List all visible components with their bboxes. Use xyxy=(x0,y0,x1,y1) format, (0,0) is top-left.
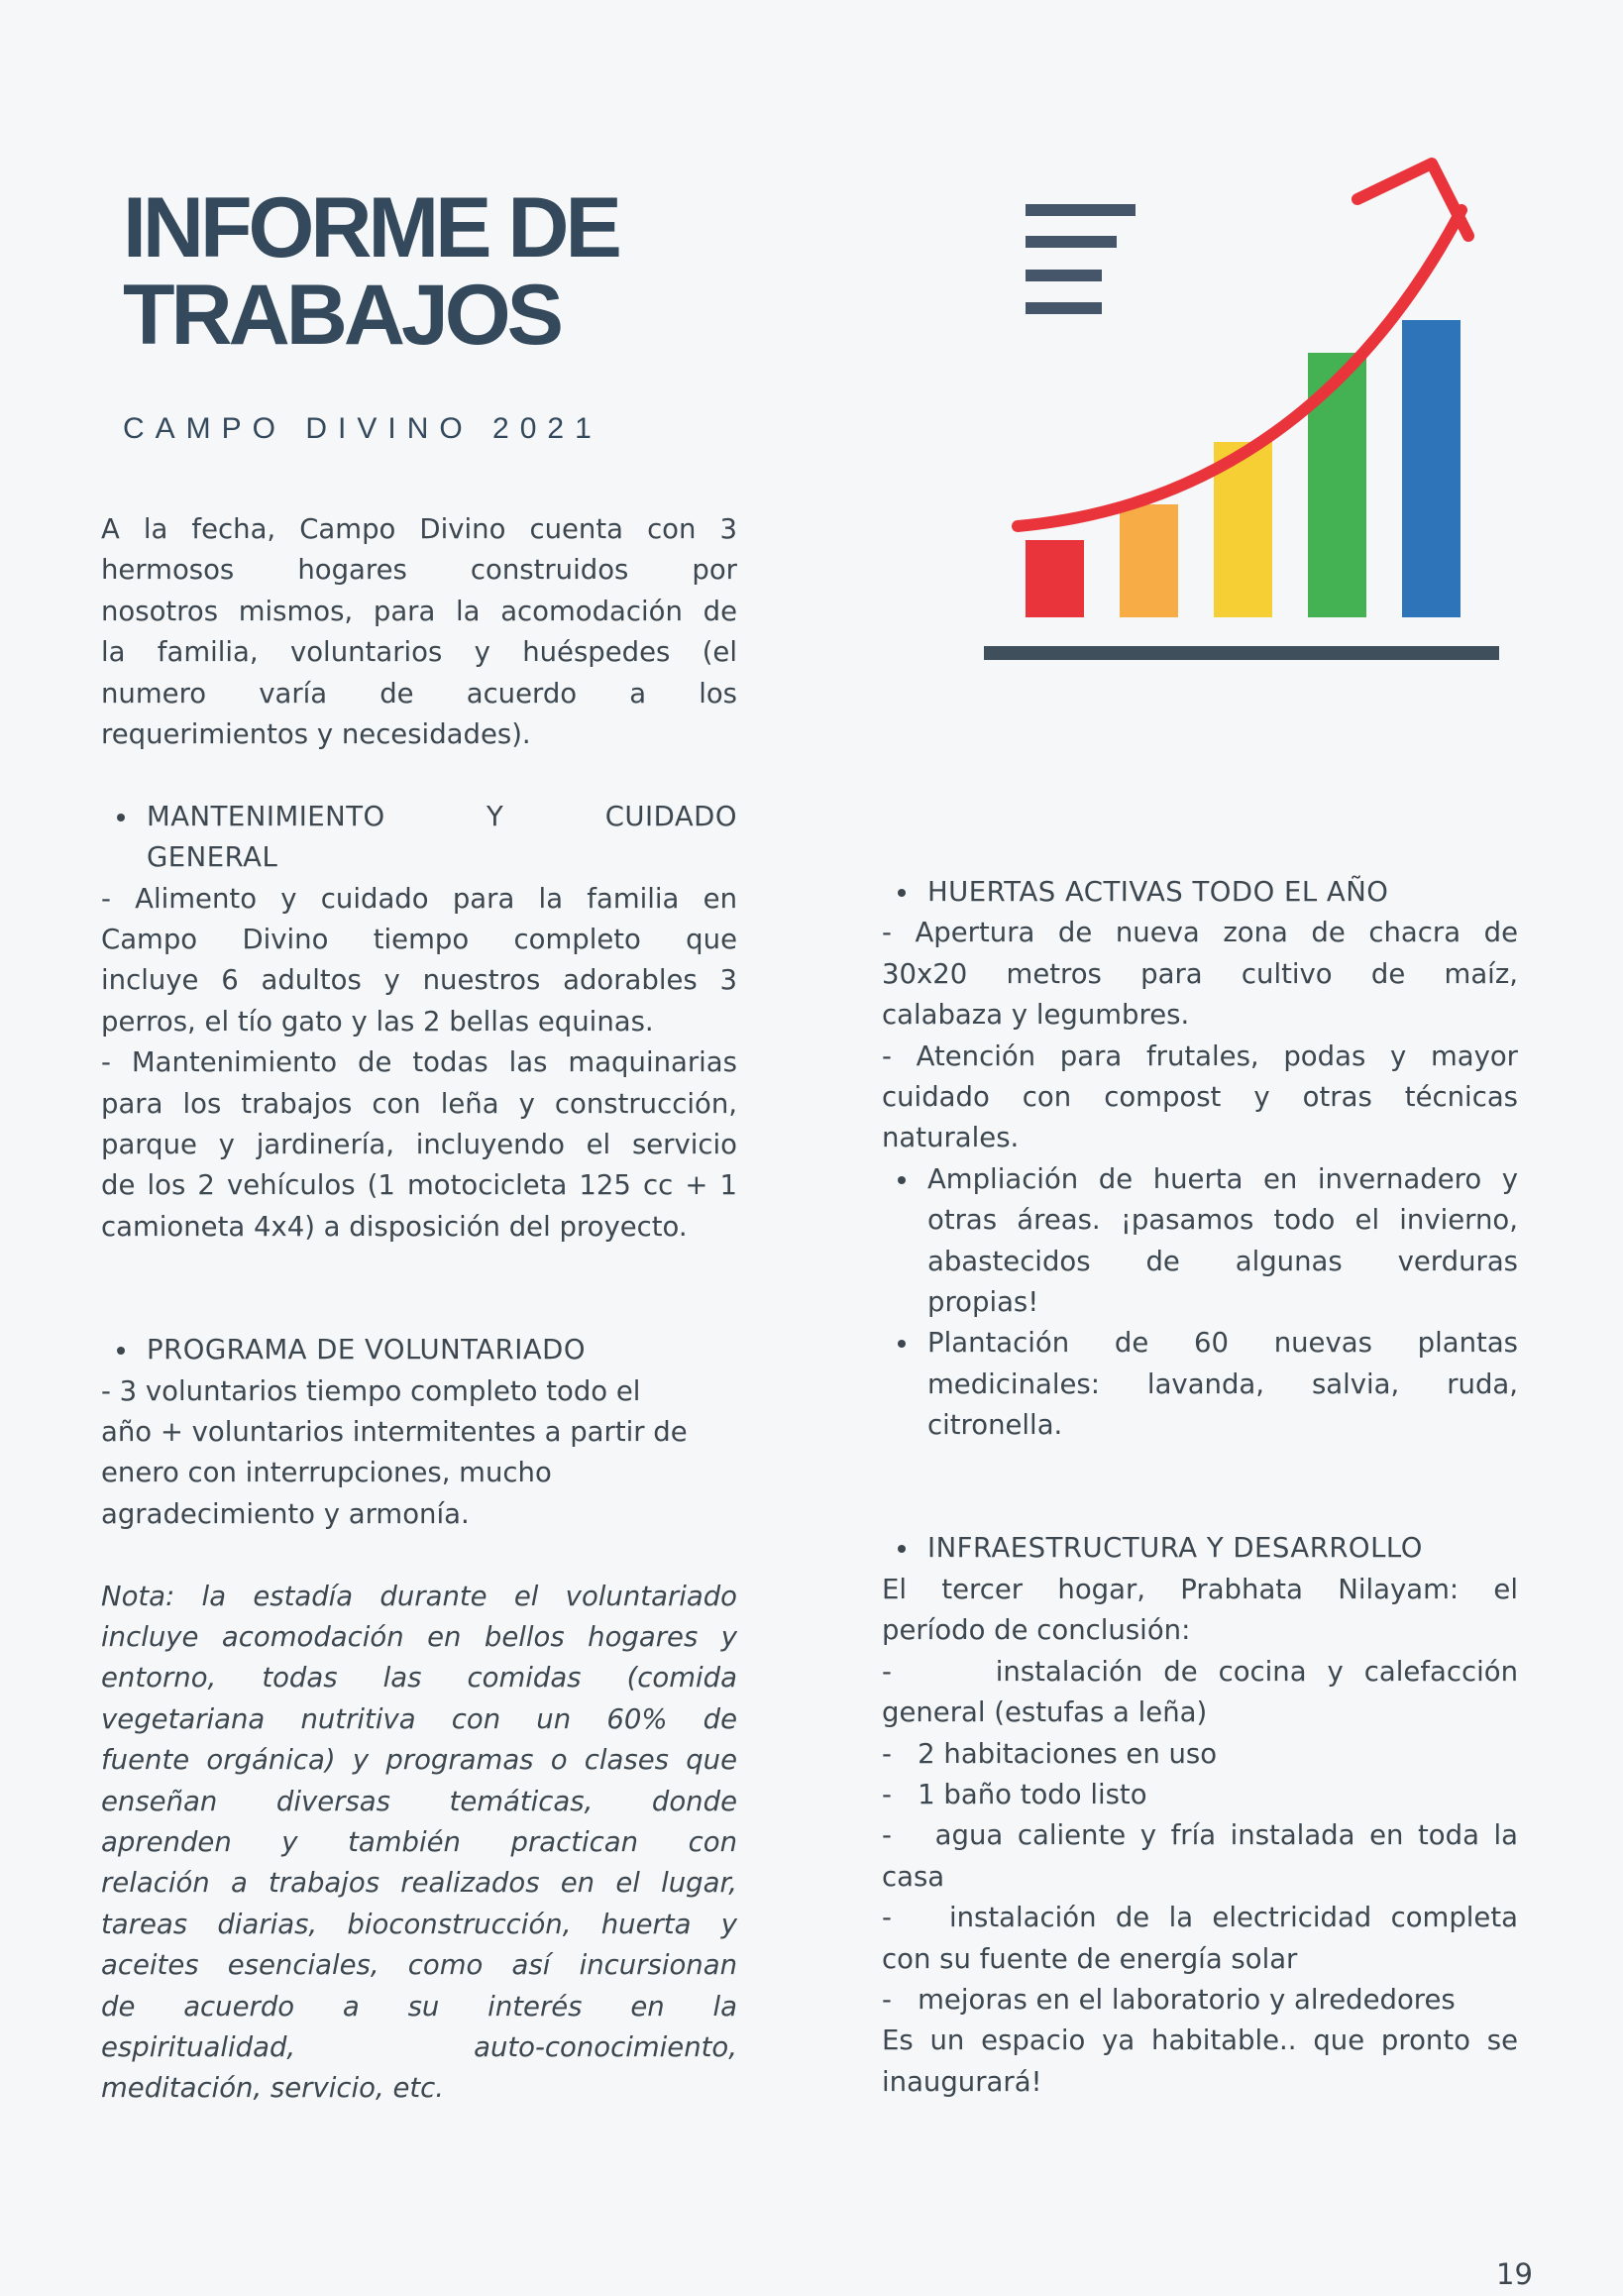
text-line: Es un espacio ya habitable.. que pronto se xyxy=(882,2024,1518,2057)
text-line: enseñan diversas temáticas, donde xyxy=(101,1785,737,1817)
text-line: hermosos hogares construidos por xyxy=(101,554,737,587)
text-line: casa xyxy=(882,1860,945,1893)
right-column xyxy=(882,872,1518,2103)
title-line-2: TRABAJOS xyxy=(123,268,561,363)
maintenance-heading xyxy=(101,797,737,837)
text-line: parque y jardinería, incluyendo el servicio xyxy=(101,1129,737,1161)
chart-baseline xyxy=(984,646,1499,660)
text-line: naturales. xyxy=(882,1122,1020,1154)
text-line: - Apertura de nueva zona de chacra de xyxy=(882,917,1518,949)
illustration-bar xyxy=(1120,504,1178,617)
text-line: Campo Divino tiempo completo que xyxy=(101,924,737,956)
text-line: enero con interrupciones, mucho xyxy=(101,1457,552,1489)
text-line: Nota: la estadía durante el voluntariado xyxy=(101,1580,737,1612)
illustration-bar xyxy=(1026,540,1084,617)
volunteer-paragraph xyxy=(101,1371,737,1536)
plants-bullet xyxy=(882,1323,1518,1446)
text-line: incluye acomodación en bellos hogares y xyxy=(101,1620,737,1653)
text-line: aceites esenciales, como así incursionan xyxy=(101,1949,737,1982)
text-line: Plantación de 60 nuevas plantas xyxy=(927,1327,1518,1360)
text-line: - mejoras en el laboratorio y alrededores xyxy=(882,1983,1456,2016)
volunteer-heading xyxy=(101,1330,737,1370)
text-line: - agua caliente y fría instalada en toda la xyxy=(882,1819,1518,1852)
greenhouse-bullet xyxy=(882,1159,1518,1324)
text-line: - Alimento y cuidado para la familia en xyxy=(101,882,737,915)
gardens-heading xyxy=(882,872,1518,913)
infra-paragraph xyxy=(882,1570,1518,2103)
bullet-icon xyxy=(101,797,147,837)
illustration-bar xyxy=(1402,320,1461,617)
intro-paragraph xyxy=(101,509,737,755)
heading-line: PROGRAMA DE VOLUNTARIADO xyxy=(147,1334,586,1367)
text-line: meditación, servicio, etc. xyxy=(101,2072,445,2105)
growth-chart-icon xyxy=(976,149,1511,674)
text-line: la familia, voluntarios y huéspedes (el xyxy=(101,636,737,669)
text-line: camioneta 4x4) a disposición del proyecto. xyxy=(101,1210,688,1243)
text-line: relación a trabajos realizados en el lugar, xyxy=(101,1867,737,1900)
text-line: requerimientos y necesidades). xyxy=(101,718,531,751)
infra-heading xyxy=(882,1528,1518,1569)
text-line: 30x20 metros para cultivo de maíz, xyxy=(882,957,1518,990)
title-line-1: INFORME DE xyxy=(123,180,618,275)
text-line: El tercer hogar, Prabhata Nilayam: el xyxy=(882,1573,1518,1605)
text-line: - Atención para frutales, podas y mayor xyxy=(882,1039,1518,1072)
text-line: medicinales: lavanda, salvia, ruda, xyxy=(927,1367,1518,1400)
text-line: calabaza y legumbres. xyxy=(882,999,1190,1032)
text-line: de acuerdo a su interés en la xyxy=(101,1990,737,2023)
heading-line: INFRAESTRUCTURA Y DESARROLLO xyxy=(927,1532,1423,1565)
text-line: numero varía de acuerdo a los xyxy=(101,677,737,710)
text-line: para los trabajos con leña y construcción, xyxy=(101,1087,737,1120)
text-line: aprenden y también practican con xyxy=(101,1825,737,1858)
text-line: - instalación de la electricidad completa xyxy=(882,1902,1518,1934)
text-line: entorno, todas las comidas (comida xyxy=(101,1662,737,1695)
bullet-icon xyxy=(101,1330,147,1370)
text-line: - instalación de cocina y calefacción xyxy=(882,1655,1518,1688)
text-line: tareas diarias, bioconstrucción, huerta y xyxy=(101,1908,737,1940)
text-line: con su fuente de energía solar xyxy=(882,1942,1298,1975)
maintenance-paragraph xyxy=(101,879,737,1249)
page-title xyxy=(123,180,678,363)
text-line: cuidado con compost y otras técnicas xyxy=(882,1081,1518,1114)
text-line: propias! xyxy=(927,1286,1039,1319)
text-line: vegetariana nutritiva con un 60% de xyxy=(101,1702,737,1735)
text-line: nosotros mismos, para la acomodación de xyxy=(101,595,737,627)
text-line: - Mantenimiento de todas las maquinarias xyxy=(101,1046,737,1079)
text-line: otras áreas. ¡pasamos todo el invierno, xyxy=(927,1204,1518,1237)
text-line: inaugurará! xyxy=(882,2065,1042,2098)
text-line: - 1 baño todo listo xyxy=(882,1778,1147,1810)
text-line: período de conclusión: xyxy=(882,1614,1191,1647)
text-line: año + voluntarios intermitentes a partir de xyxy=(101,1415,688,1448)
text-line: abastecidos de algunas verduras xyxy=(927,1245,1518,1277)
bullet-icon xyxy=(882,1323,927,1446)
text-line: citronella. xyxy=(927,1409,1063,1442)
text-line: general (estufas a leña) xyxy=(882,1696,1208,1729)
note-paragraph xyxy=(101,1577,737,2110)
text-line: incluye 6 adultos y nuestros adorables 3 xyxy=(101,964,737,997)
text-line: espiritualidad, auto-conocimiento, xyxy=(101,2030,737,2063)
heading-line: MANTENIMIENTO Y CUIDADO xyxy=(147,800,737,832)
text-line: de los 2 vehículos (1 motocicleta 125 cc + 1 xyxy=(101,1169,737,1202)
text-line: - 2 habitaciones en uso xyxy=(882,1737,1218,1770)
heading-line: HUERTAS ACTIVAS TODO EL AÑO xyxy=(927,876,1389,908)
text-line: perros, el tío gato y las 2 bellas equinas. xyxy=(101,1005,654,1038)
gardens-paragraph xyxy=(882,913,1518,1158)
menu-lines-icon xyxy=(1026,204,1136,314)
subtitle: CAMPO DIVINO 2021 xyxy=(123,412,602,445)
text-line: Ampliación de huerta en invernadero y xyxy=(927,1162,1518,1195)
text-line: - 3 voluntarios tiempo completo todo el xyxy=(101,1374,641,1407)
bullet-icon xyxy=(882,1159,927,1324)
text-line: agradecimiento y armonía. xyxy=(101,1497,470,1530)
text-line: A la fecha, Campo Divino cuenta con 3 xyxy=(101,513,737,545)
text-line: fuente orgánica) y programas o clases que xyxy=(101,1744,737,1777)
heading-line: GENERAL xyxy=(147,841,278,874)
page-number: 19 xyxy=(1496,2257,1533,2291)
left-column xyxy=(101,509,737,2110)
bullet-icon xyxy=(882,872,927,913)
bullet-icon xyxy=(882,1528,927,1569)
